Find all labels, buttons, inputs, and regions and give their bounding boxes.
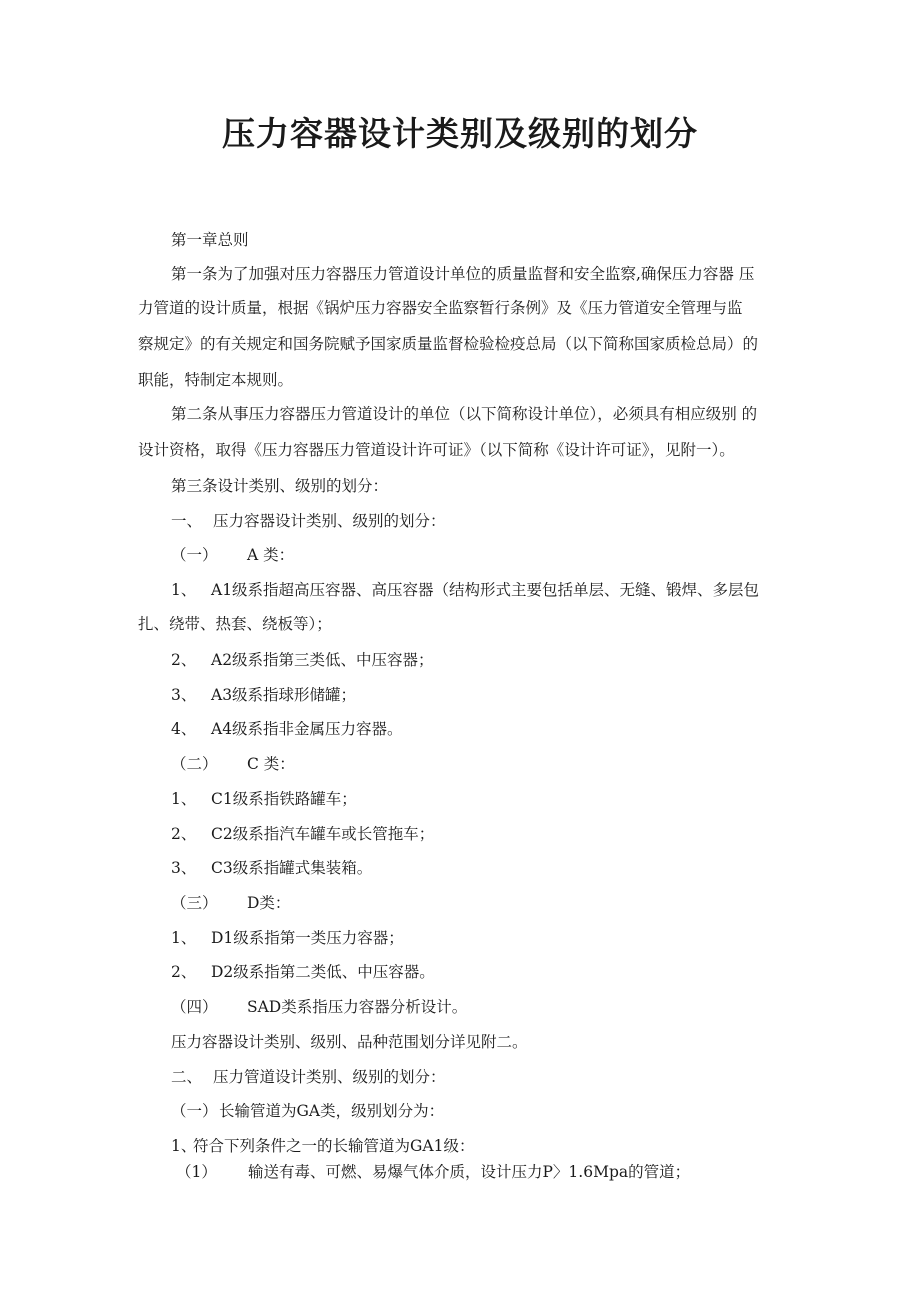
list-item (171, 1067, 446, 1087)
list-marker: 1、 (171, 581, 197, 599)
list-item-text: C 类： (247, 755, 295, 773)
list-item (171, 858, 372, 878)
list-item-text: C3级系指罐式集装箱。 (211, 859, 373, 877)
list-item (171, 580, 759, 600)
list-item (171, 719, 403, 739)
list-marker: （一） (171, 1102, 218, 1120)
list-marker: （二） (171, 755, 218, 773)
list-item (176, 1162, 690, 1182)
list-marker: 1、 (171, 1137, 197, 1155)
list-marker: 2、 (171, 825, 197, 843)
list-item (171, 997, 467, 1017)
list-marker: 1、 (171, 790, 197, 808)
paragraph-line: 力管道的设计质量，根据《锅炉压力容器安全监察暂行条例》及《压力管道安全管理与监 (138, 299, 743, 317)
list-marker: （四） (171, 998, 218, 1016)
list-item (171, 962, 435, 982)
list-item-text: C2级系指汽车罐车或长管拖车； (211, 825, 435, 843)
list-item (171, 754, 295, 774)
list-marker: 2、 (171, 651, 197, 669)
paragraph-line: 压力容器设计类别、级别、品种范围划分详见附二。 (171, 1033, 528, 1051)
list-item-text: A 类： (247, 546, 295, 564)
list-marker: 4、 (171, 720, 197, 738)
list-item (171, 1136, 474, 1156)
list-item-text: 符合下列条件之一的长输管道为GA1级： (193, 1137, 475, 1155)
list-marker: 3、 (171, 859, 197, 877)
paragraph-line: 设计资格，取得《压力容器压力管道设计许可证》（以下简称《设计许可证》，见附一）。 (138, 441, 735, 459)
list-item (171, 928, 404, 948)
list-item-text: A1级系指超高压容器、高压容器（结构形式主要包括单层、无缝、锻焊、多层包 (211, 581, 760, 599)
list-item (171, 789, 357, 809)
list-marker: 3、 (171, 686, 197, 704)
list-item (171, 511, 446, 531)
list-marker: （一） (171, 546, 218, 564)
paragraph-line: 第一条为了加强对压力容器压力管道设计单位的质量监督和安全监察,确保压力容器 压 (171, 265, 755, 283)
list-item (171, 545, 294, 565)
paragraph-line: 第二条从事压力容器压力管道设计的单位（以下简称设计单位），必须具有相应级别 的 (171, 405, 758, 423)
list-item-text: D1级系指第一类压力容器； (211, 929, 404, 947)
list-marker: 二、 (171, 1068, 203, 1086)
list-item-text: A2级系指第三类低、中压容器； (211, 651, 434, 669)
list-item-text: A4级系指非金属压力容器。 (211, 720, 403, 738)
list-item-text: A3级系指球形储罐； (211, 686, 357, 704)
list-item (171, 650, 434, 670)
document-title: 压力容器设计类别及级别的划分 (222, 114, 698, 153)
list-item-text: 压力容器设计类别、级别的划分： (213, 512, 446, 530)
chapter-heading: 第一章总则 (171, 231, 249, 249)
list-marker: 2、 (171, 963, 197, 981)
list-item-text: 输送有毒、可燃、易爆气体介质，设计压力P〉1.6Mpa的管道； (248, 1163, 691, 1181)
list-marker: 一、 (171, 512, 203, 530)
list-item-text: D2级系指第二类低、中压容器。 (211, 963, 435, 981)
list-item (171, 685, 356, 705)
list-marker: 1、 (171, 929, 197, 947)
list-item (171, 893, 290, 913)
list-item-text: SAD类系指压力容器分析设计。 (247, 998, 468, 1016)
list-item-text: D类： (247, 894, 291, 912)
list-marker: （三） (171, 894, 218, 912)
list-item-text: 压力管道设计类别、级别的划分： (213, 1068, 446, 1086)
list-item-text: C1级系指铁路罐车； (211, 790, 357, 808)
list-marker: （1） (176, 1163, 217, 1181)
paragraph-line: 职能，特制定本规则。 (138, 371, 294, 389)
list-item (171, 824, 434, 844)
list-item (171, 1101, 444, 1121)
paragraph-line: 察规定》的有关规定和国务院赋予国家质量监督检验检疫总局（以下简称国家质检总局）的 (138, 335, 759, 353)
list-item-text: 长输管道为GA类，级别划分为： (219, 1102, 445, 1120)
paragraph-line: 第三条设计类别、级别的划分： (171, 477, 389, 495)
paragraph-line: 扎、绕带、热套、绕板等）； (138, 615, 332, 633)
